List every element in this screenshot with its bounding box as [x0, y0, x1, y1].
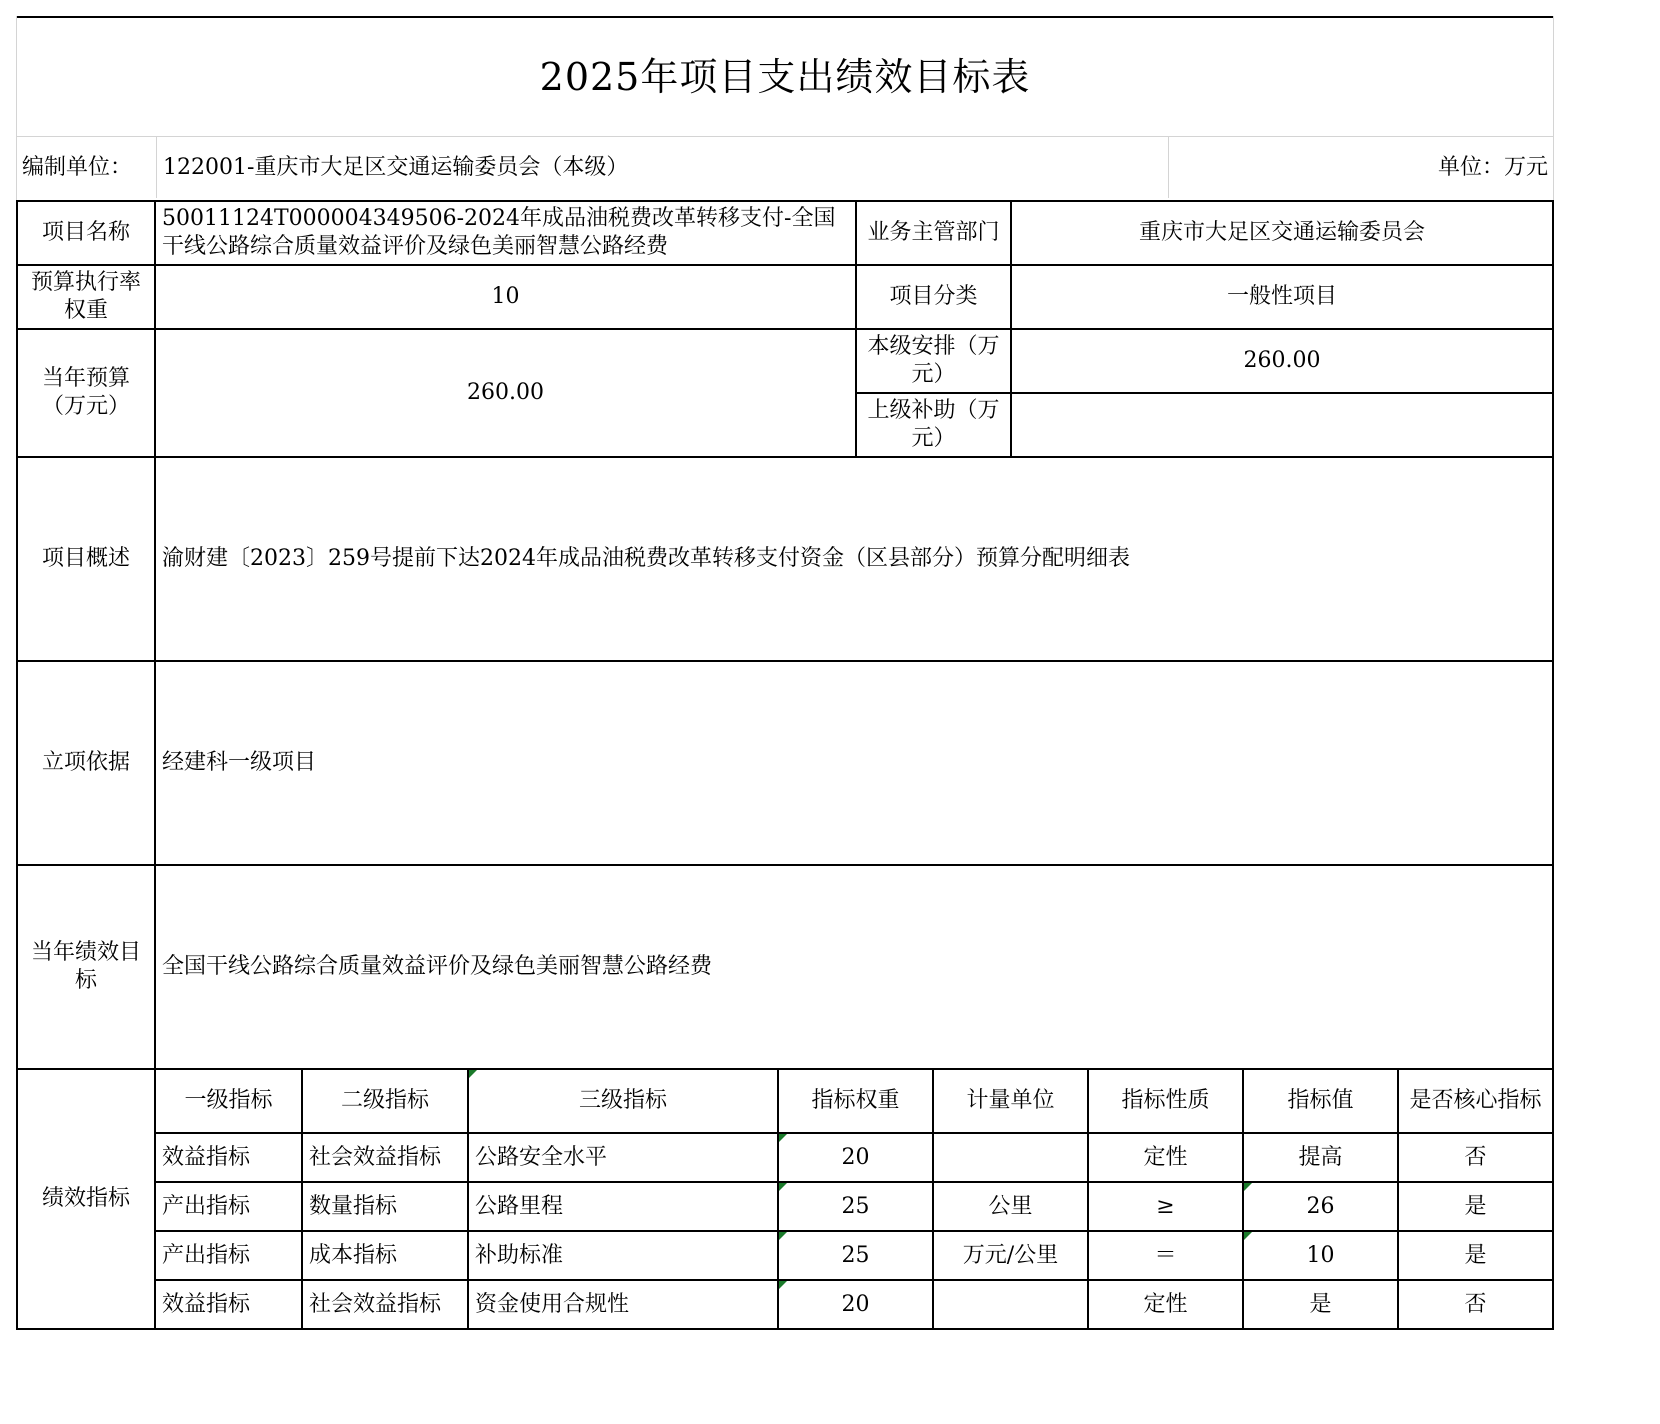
- indicator-header: 三级指标: [469, 1070, 779, 1134]
- indicator-header: 二级指标: [303, 1070, 469, 1134]
- indicator-header: 指标权重: [779, 1070, 934, 1134]
- indicator-cell: 社会效益指标: [303, 1134, 469, 1183]
- indicator-header: 指标性质: [1089, 1070, 1244, 1134]
- basis-value: 经建科一级项目: [156, 662, 1554, 866]
- upper-value: [1012, 394, 1554, 458]
- weight-value: 10: [156, 266, 857, 330]
- indicator-cell: 公路安全水平: [469, 1134, 779, 1183]
- goal-value: 全国干线公路综合质量效益评价及绿色美丽智慧公路经费: [156, 866, 1554, 1070]
- indicator-header: 是否核心指标: [1399, 1070, 1554, 1134]
- indicator-cell: 26: [1244, 1183, 1399, 1232]
- indicator-cell: 否: [1399, 1281, 1554, 1330]
- indicator-cell: 资金使用合规性: [469, 1281, 779, 1330]
- local-value: 260.00: [1012, 330, 1554, 394]
- indicator-cell: [934, 1134, 1089, 1183]
- indicator-cell: 效益指标: [156, 1134, 303, 1183]
- indicator-cell: 公路里程: [469, 1183, 779, 1232]
- indicator-cell: ＝: [1089, 1232, 1244, 1281]
- indicator-cell: 10: [1244, 1232, 1399, 1281]
- indicator-cell: 20: [779, 1281, 934, 1330]
- frame-left-edge: [16, 16, 17, 200]
- indicator-cell: 万元/公里: [934, 1232, 1089, 1281]
- project-name-value: 50011124T000004349506-2024年成品油税费改革转移支付-全国干线公路综合质量效益评价及绿色美丽智慧公路经费: [156, 200, 857, 266]
- category-value: 一般性项目: [1012, 266, 1554, 330]
- basis-label: 立项依据: [16, 662, 156, 866]
- weight-label: 预算执行率权重: [16, 266, 156, 330]
- org-label: 编制单位：: [16, 136, 156, 198]
- local-label: 本级安排（万元）: [857, 330, 1012, 394]
- indicator-cell: 是: [1399, 1232, 1554, 1281]
- category-label: 项目分类: [857, 266, 1012, 330]
- overview-label: 项目概述: [16, 458, 156, 662]
- indicator-cell: 成本指标: [303, 1232, 469, 1281]
- budget-label: 当年预算（万元）: [16, 330, 156, 458]
- indicator-header: 一级指标: [156, 1070, 303, 1134]
- indicator-cell: 社会效益指标: [303, 1281, 469, 1330]
- indicator-cell: 产出指标: [156, 1183, 303, 1232]
- frame-right-edge: [1553, 16, 1554, 200]
- indicator-cell: [934, 1281, 1089, 1330]
- dept-label: 业务主管部门: [857, 200, 1012, 266]
- indicator-cell: 25: [779, 1232, 934, 1281]
- indicator-cell: 否: [1399, 1134, 1554, 1183]
- indicator-header: 计量单位: [934, 1070, 1089, 1134]
- overview-value: 渝财建〔2023〕259号提前下达2024年成品油税费改革转移支付资金（区县部分）预算分配明细表: [156, 458, 1554, 662]
- indicator-cell: 是: [1244, 1281, 1399, 1330]
- indicators-label: 绩效指标: [16, 1070, 156, 1330]
- indicator-cell: 定性: [1089, 1134, 1244, 1183]
- unit-label: 单位：万元: [1168, 136, 1554, 198]
- org-value: 122001-重庆市大足区交通运输委员会（本级）: [156, 136, 1168, 198]
- indicator-header: 指标值: [1244, 1070, 1399, 1134]
- project-name-label: 项目名称: [16, 200, 156, 266]
- indicator-cell: 20: [779, 1134, 934, 1183]
- page-title: 2025年项目支出绩效目标表: [16, 16, 1554, 136]
- indicator-cell: 效益指标: [156, 1281, 303, 1330]
- budget-value: 260.00: [156, 330, 857, 458]
- indicator-cell: 公里: [934, 1183, 1089, 1232]
- indicator-cell: 定性: [1089, 1281, 1244, 1330]
- indicator-cell: 提高: [1244, 1134, 1399, 1183]
- dept-value: 重庆市大足区交通运输委员会: [1012, 200, 1554, 266]
- indicator-cell: 产出指标: [156, 1232, 303, 1281]
- indicator-cell: ≥: [1089, 1183, 1244, 1232]
- indicator-cell: 25: [779, 1183, 934, 1232]
- goal-label: 当年绩效目标: [16, 866, 156, 1070]
- indicator-cell: 是: [1399, 1183, 1554, 1232]
- indicator-cell: 补助标准: [469, 1232, 779, 1281]
- indicator-cell: 数量指标: [303, 1183, 469, 1232]
- upper-label: 上级补助（万元）: [857, 394, 1012, 458]
